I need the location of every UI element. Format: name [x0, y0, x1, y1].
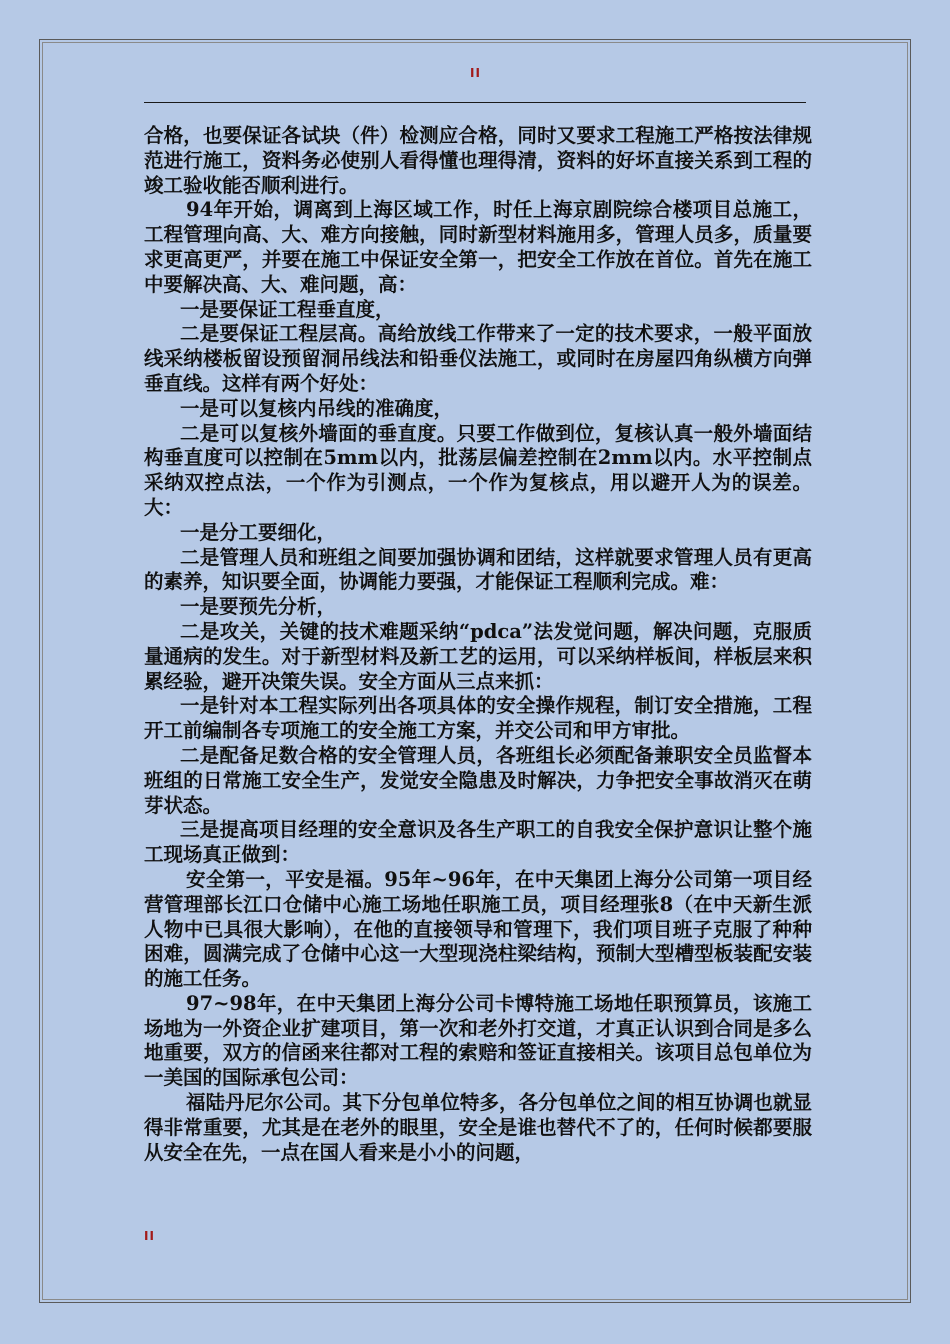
footer-mark: II [144, 1229, 155, 1243]
paragraph: 一是分工要细化， [180, 520, 337, 544]
paragraph: 一是可以复核内吊线的准确度， [180, 396, 454, 420]
paragraph: 二是攻关，关键的技术难题采纳“pdca”法发觉问题，解决问题，克服质量通病的发生。对于新型材料及新工艺的运用，可以采纳样板间，样板层来积累经验，避开决策失误。安全方面从三点来抓： [144, 619, 812, 693]
paragraph: 二是管理人员和班组之间要加强协调和团结，这样就要求管理人员有更高的素养，知识要全面，协调能力要强，才能保证工程顺利完成。难： [144, 545, 812, 594]
paragraph: 二是要保证工程层高。高给放线工作带来了一定的技术要求，一般平面放线采纳楼板留设预留洞吊线法和铅垂仪法施工，或同时在房屋四角纵横方向弹垂直线。这样有两个好处： [144, 322, 812, 395]
header-rule [144, 102, 806, 103]
paragraph: 合格，也要保证各试块（件）检测应合格，同时又要求工程施工严格按法律规范进行施工，资料务必使别人看得懂也理得清，资料的好坏直接关系到工程的竣工验收能否顺利进行。 [144, 124, 812, 197]
paragraph: 安全第一，平安是福。95年~96年，在中天集团上海分公司第一项目经营管理部长江口仓储中心施工场地任职施工员，项目经理张8（在中天新生派人物中已具很大影响），在他的直接领导和管理下，我们项目班子克服了种种困难，圆满完成了仓储中心这一大型现浇柱梁结构，预制大型槽型板装配安装的施工任务。 [144, 867, 812, 991]
paragraph: 94年开始，调离到上海区域工作，时任上海京剧院综合楼项目总施工，工程管理向高、大、难方向接触，同时新型材料施用多，管理人员多，质量要求更高更严，并要在施工中保证安全第一，把安全工作放在首位。首先在施工中要解决高、大、难问题，高： [144, 198, 812, 296]
paragraph: 二是可以复核外墙面的垂直度。只要工作做到位，复核认真一般外墙面结构垂直度可以控制在5mm以内，批荡层偏差控制在2mm以内。水平控制点采纳双控点法，一个作为引测点，一个作为复核点，用以避开人为的误差。大： [144, 421, 812, 519]
header-mark: II [470, 66, 481, 80]
paragraph: 二是配备足数合格的安全管理人员，各班组长必须配备兼职安全员监督本班组的日常施工安全生产，发觉安全隐患及时解决，力争把安全事故消灭在萌芽状态。 [144, 743, 812, 817]
paragraph: 三是提高项目经理的安全意识及各生产职工的自我安全保护意识让整个施工现场真正做到： [144, 818, 812, 867]
paragraph: 一是要保证工程垂直度， [180, 297, 395, 321]
paragraph: 97~98年，在中天集团上海分公司卡博特施工场地任职预算员，该施工场地为一外资企业扩建项目，第一次和老外打交道，才真正认识到合同是多么地重要，双方的信函来往都对工程的索赔和签证直接相关。该项目总包单位为一美国的国际承包公司： [144, 991, 812, 1090]
document-body [144, 124, 812, 1165]
paragraph: 一是要预先分析， [180, 595, 337, 619]
paragraph: 一是针对本工程实际列出各项具体的安全操作规程，制订安全措施，工程开工前编制各专项施工的安全施工方案，并交公司和甲方审批。 [144, 694, 812, 743]
paragraph: 福陆丹尼尔公司。其下分包单位特多，各分包单位之间的相互协调也就显得非常重要，尤其是在老外的眼里，安全是谁也替代不了的，任何时候都要服从安全在先，一点在国人看来是小小的问题， [144, 1091, 812, 1164]
